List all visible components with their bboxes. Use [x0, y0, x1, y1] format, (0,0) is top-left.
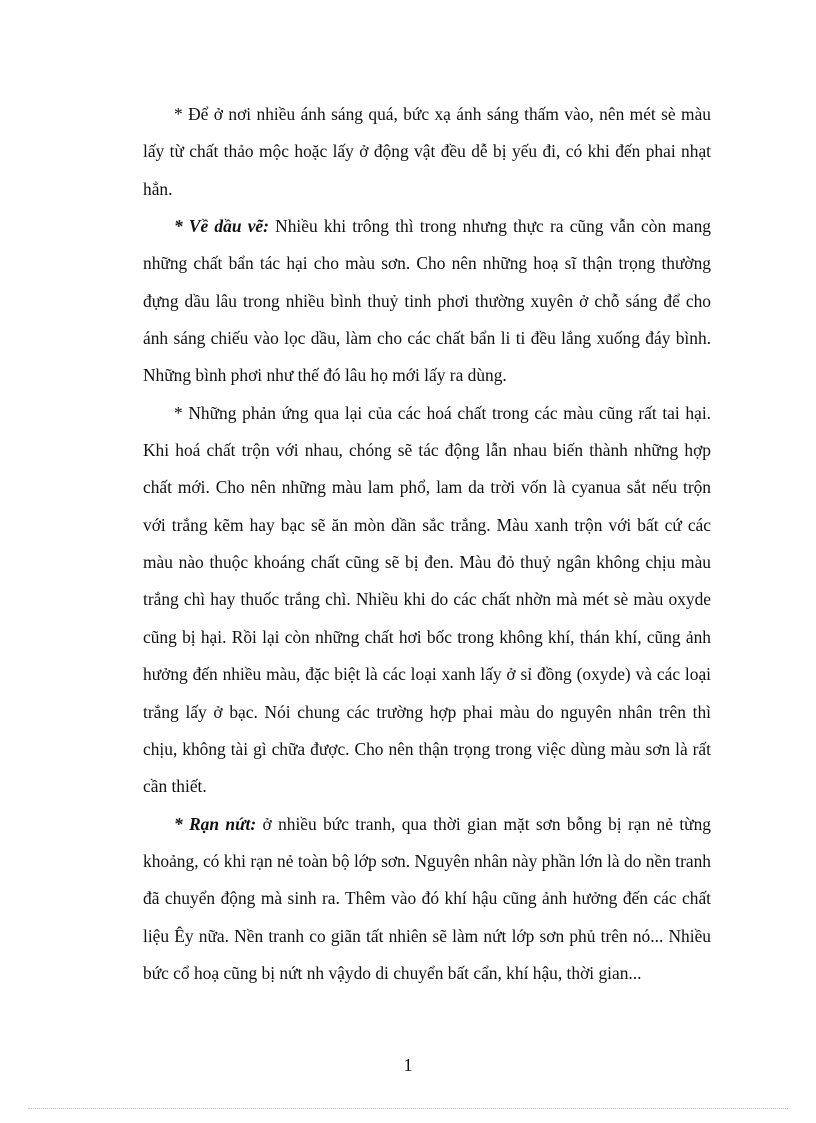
paragraph-text: Nhiều khi trông thì trong nhưng thực ra cũng vẫn còn mang những chất bẩn tác hại cho màu sơn. Cho nên những hoạ sĩ thận trọng thường đựng dầu lâu trong nhiều bình thuỷ tinh phơi thường xuyên ở chỗ sáng để cho ánh sáng chiếu vào lọc dầu, làm cho các chất bẩn li ti đều lắng xuống đáy bình. Những bình phơi như thế đó lâu họ mới lấy ra dùng.: [143, 216, 711, 386]
paragraph-text: * Những phản ứng qua lại của các hoá chất trong các màu cũng rất tai hại. Khi hoá chất trộn với nhau, chóng sẽ tác động lẫn nhau biến thành những hợp chất mới. Cho nên những màu lam phổ, lam da trời vốn là cyanua sắt nếu trộn với trắng kẽm hay bạc sẽ ăn mòn dần sắc trắng. Màu xanh trộn với bất cứ các màu nào thuộc khoáng chất cũng sẽ bị đen. Màu đỏ thuỷ ngân không chịu màu trắng chì hay thuốc trắng chì. Nhiều khi do các chất nhờn mà mét sè màu oxyde cũng bị hại. Rồi lại còn những chất hơi bốc trong không khí, thán khí, cũng ảnh hưởng đến nhiều màu, đặc biệt là các loại xanh lấy ở sỉ đồng (oxyde) và các loại trắng lấy ở bạc. Nói chung các trường hợp phai màu do nguyên nhân trên thì chịu, không tài gì chữa được. Cho nên thận trọng trong việc dùng màu sơn là rất cần thiết.: [143, 402, 711, 797]
document-body: [143, 96, 711, 992]
paragraph-lead-heading: * Rạn nứt:: [174, 813, 257, 834]
paragraph-text: * Để ở nơi nhiều ánh sáng quá, bức xạ ánh sáng thấm vào, nên mét sè màu lấy từ chất thảo mộc hoặc lấy ở động vật đều dễ bị yếu đi, có khi đến phai nhạt hẳn.: [143, 104, 711, 199]
paragraph-painting-oil: [143, 208, 711, 395]
paragraph-chemical-reactions: [143, 395, 711, 806]
footer-dotted-divider: [28, 1108, 788, 1109]
paragraph-lead-heading: * Về dầu vẽ:: [174, 216, 269, 237]
paragraph-text: ở nhiều bức tranh, qua thời gian mặt sơn bỗng bị rạn nẻ từng khoảng, có khi rạn nẻ toàn bộ lớp sơn. Nguyên nhân này phần lớn là do nền tranh đã chuyển động mà sinh ra. Thêm vào đó khí hậu cũng ảnh hưởng đến các chất liệu Êy nữa. Nền tranh co giãn tất nhiên sẽ làm nứt lớp sơn phủ trên nó... Nhiều bức cổ hoạ cũng bị nứt nh vậydo di chuyển bất cẩn, khí hậu, thời gian...: [143, 813, 711, 983]
paragraph-light-exposure: [143, 96, 711, 208]
page-number: 1: [403, 1055, 413, 1075]
paragraph-cracking: [143, 806, 711, 993]
